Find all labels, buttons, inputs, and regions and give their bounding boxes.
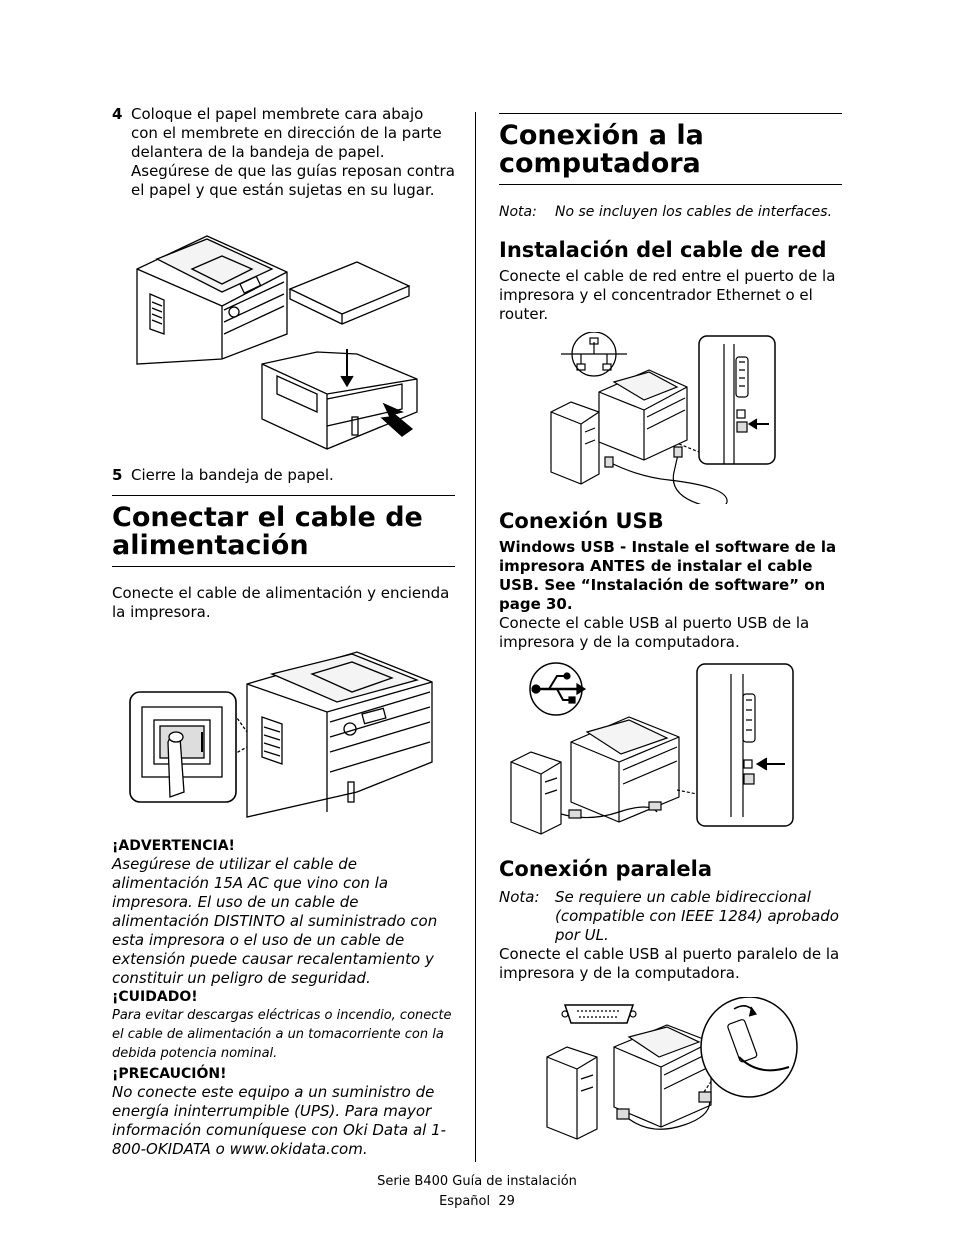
step-text: Cierre la bandeja de papel.: [131, 466, 334, 484]
power-cable-text: Conecte el cable de alimentación y encienda la impresora.: [112, 584, 450, 621]
parallel-connection-text: Conecte el cable USB al puerto paralelo de la impresora y de la computadora.: [499, 945, 840, 982]
step-number: 4: [112, 105, 123, 123]
precaution-text: No conecte este equipo a un suministro de energía ininterrumpible (UPS). Para mayor información comuníquese con Oki Data al 1-800-OKIDATA o www.okidata.com.: [112, 1083, 447, 1158]
precaution-title: ¡PRECAUCIÓN!: [112, 1066, 227, 1082]
network-cable-heading: Instalación del cable de red: [499, 238, 827, 262]
footer-page-number: Español 29: [439, 1194, 515, 1209]
paper-tray-illustration: [112, 214, 455, 464]
left-column: [112, 105, 455, 1159]
column-divider: [475, 112, 476, 1162]
usb-connection-text: Conecte el cable USB al puerto USB de la impresora y de la computadora.: [499, 614, 810, 651]
usb-connection-illustration: [499, 662, 842, 842]
step-text: Coloque el papel membrete cara abajo con el membrete en dirección de la parte delantera de la bandeja de papel. Asegúrese de que las guías reposan contra el papel y que están sujetas en su lugar.: [131, 105, 455, 199]
network-cable-text: Conecte el cable de red entre el puerto de la impresora y el concentrador Ethernet o el router.: [499, 267, 836, 323]
parallel-connection-illustration: [499, 997, 842, 1147]
usb-connection-heading: Conexión USB: [499, 509, 664, 533]
footer-title: Serie B400 Guía de instalación: [377, 1174, 577, 1189]
note-text: Se requiere un cable bidireccional (compatible con IEEE 1284) aprobado por UL.: [555, 888, 839, 944]
caution-text: Para evitar descargas eléctricas o incendio, conecte el cable de alimentación a un tomacorriente con la debida potencia nominal.: [112, 1008, 452, 1061]
power-cable-heading: Conectar el cable de alimentación: [112, 495, 455, 567]
step-number: 5: [112, 466, 123, 484]
warning-text: Asegúrese de utilizar el cable de alimentación 15A AC que vino con la impresora. El uso de un cable de alimentación DISTINTO al suministrado con esta impresora o el uso de un cable de extensión puede causar recalentamiento y constituir un peligro de seguridad.: [112, 855, 438, 987]
note-text: No se incluyen los cables de interfaces.: [555, 204, 833, 220]
note-label: Nota:: [499, 888, 540, 906]
computer-connection-heading: Conexión a la computadora: [499, 113, 842, 185]
usb-windows-note: Windows USB - Instale el software de la impresora ANTES de instalar el cable USB. See “Instalación de software” on page 30.: [499, 538, 837, 613]
network-connection-illustration: [499, 332, 842, 504]
parallel-connection-heading: Conexión paralela: [499, 857, 713, 881]
note-parallel-cable: [499, 888, 842, 945]
caution-title: ¡CUIDADO!: [112, 989, 198, 1005]
step-4: [112, 105, 455, 200]
right-column: [499, 113, 842, 1147]
warning-title: ¡ADVERTENCIA!: [112, 838, 235, 854]
note-interfaces: [499, 203, 842, 221]
note-label: Nota:: [499, 204, 537, 220]
step-5: [112, 466, 455, 485]
power-switch-illustration: [112, 632, 455, 827]
page-footer: [0, 1172, 954, 1212]
